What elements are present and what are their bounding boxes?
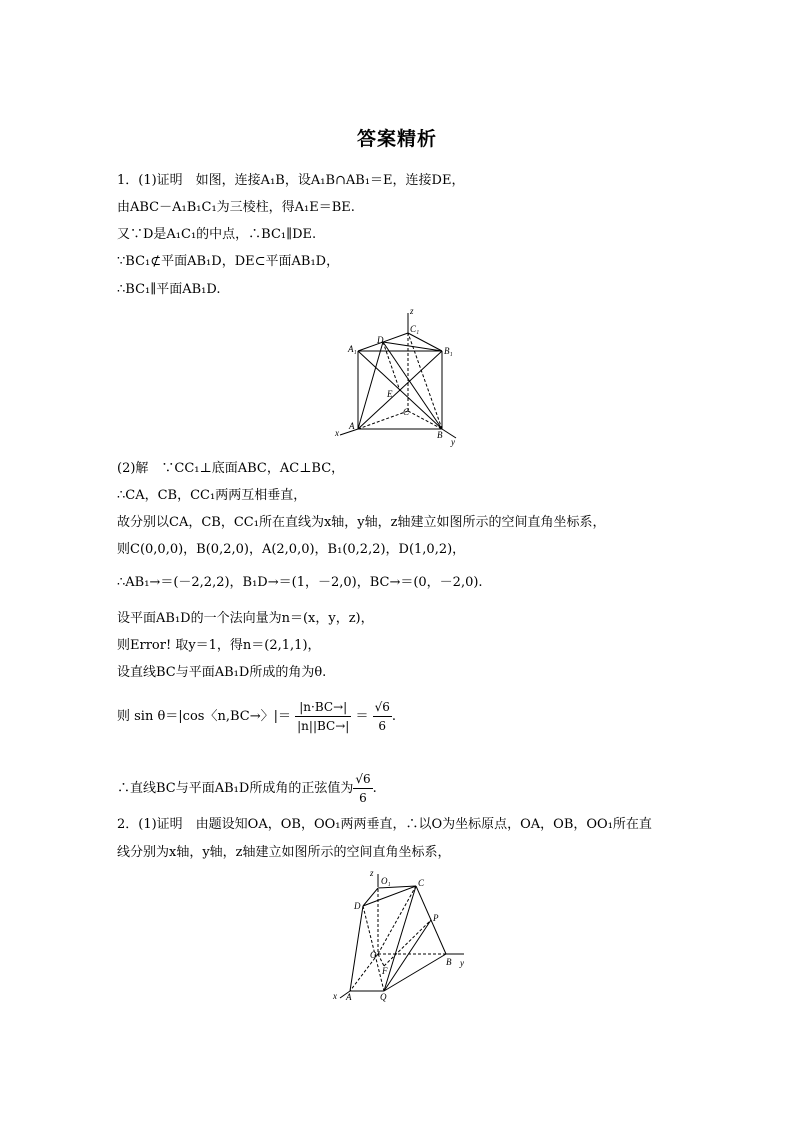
fig2-label-x: x xyxy=(333,991,337,1001)
sine-formula-line xyxy=(117,698,396,735)
sine-result-denominator: 6 xyxy=(378,719,387,733)
sine-formula-lhs: 则 sin θ＝|cos〈n,BC→〉|＝ xyxy=(117,709,291,724)
fig2-label-D: D xyxy=(354,901,361,911)
conclusion-text: ∴直线BC与平面AB₁D所成角的正弦值为 xyxy=(117,781,354,796)
fig1-edge-AC xyxy=(358,411,408,429)
sine-result-numerator: √6 xyxy=(373,698,392,717)
sine-formula-denominator: |n||BC→| xyxy=(297,719,350,733)
fig1-label-z: z xyxy=(410,306,414,316)
fig1-label-y: y xyxy=(451,437,455,447)
fig1-label-A1: A₁ xyxy=(348,344,357,354)
fig2-label-C: C xyxy=(418,878,425,888)
fig1-label-D: D xyxy=(377,335,384,345)
sine-formula-period: . xyxy=(391,709,397,724)
fig1-label-C: C xyxy=(403,407,410,417)
text-line-1: 1．(1)证明 如图，连接A₁B，设A₁B∩AB₁＝E，连接DE， xyxy=(117,173,465,188)
text-line-7: ∴CA，CB，CC₁两两互相垂直， xyxy=(117,488,307,503)
prism-figure xyxy=(330,305,470,447)
conclusion-fraction xyxy=(353,770,372,807)
sine-formula-equals: ＝ xyxy=(355,709,369,724)
page-title: 答案精析 xyxy=(356,128,437,150)
sine-formula-fraction xyxy=(295,698,351,735)
text-line-9: 则C(0,0,0)，B(0,2,0)，A(2,0,0)，B₁(0,2,2)，D(1,0,2)， xyxy=(117,542,466,557)
fig2-line-OF xyxy=(378,954,384,966)
fig2-label-z: z xyxy=(370,868,374,878)
text-line-16: 2．(1)证明 由题设知OA，OB，OO₁两两垂直，∴以O为坐标原点，OA，OB，OO₁所在直 xyxy=(117,817,652,832)
fig1-label-B: B xyxy=(437,430,443,440)
conclusion-line xyxy=(117,770,377,807)
sine-formula-result xyxy=(373,698,392,735)
fig2-label-Q: Q xyxy=(380,992,387,1002)
text-line-13: 设直线BC与平面AB₁D所成的角为θ. xyxy=(117,665,327,680)
text-line-17: 线分别为x轴，y轴，z轴建立如图所示的空间直角坐标系， xyxy=(117,845,451,860)
text-line-8: 故分别以CA，CB，CC₁所在直线为x轴，y轴，z轴建立如图所示的空间直角坐标系， xyxy=(117,515,606,530)
fig2-label-O: O xyxy=(370,950,377,960)
text-line-3: 又∵D是A₁C₁的中点，∴BC₁∥DE. xyxy=(117,227,317,242)
fig2-label-O1: O₁ xyxy=(381,876,391,886)
fig2-label-y: y xyxy=(460,958,464,968)
fig2-label-F: F xyxy=(382,966,388,976)
fig2-label-P: P xyxy=(433,913,439,923)
fig1-label-A: A xyxy=(349,421,355,431)
text-line-12: 则Error! 取y＝1，得n＝(2,1,1)， xyxy=(117,638,321,653)
conclusion-numerator: √6 xyxy=(353,770,372,789)
conclusion-period: . xyxy=(372,781,377,796)
fig1-label-C1: C₁ xyxy=(410,324,420,334)
text-line-4: ∵BC₁⊄平面AB₁D，DE⊂平面AB₁D， xyxy=(117,254,340,269)
fig1-line-DB xyxy=(383,342,442,429)
fig1-label-E: E xyxy=(387,389,393,399)
fig2-line-FP xyxy=(384,920,431,966)
fig2-label-A: A xyxy=(346,992,352,1002)
fig1-label-B1: B₁ xyxy=(444,346,453,356)
fig2-edge-DA xyxy=(350,906,363,991)
text-line-6: (2)解 ∵CC₁⊥底面ABC，AC⊥BC， xyxy=(117,461,345,476)
text-line-5: ∴BC₁∥平面AB₁D. xyxy=(117,282,221,297)
fig1-line-BC1 xyxy=(408,333,442,429)
fig1-label-x: x xyxy=(335,428,339,438)
text-line-11: 设平面AB₁D的一个法向量为n＝(x，y，z)， xyxy=(117,611,374,626)
coordinate-figure-2 xyxy=(328,866,478,1006)
sine-formula-numerator: |n·BC→| xyxy=(295,698,351,717)
text-line-2: 由ABC－A₁B₁C₁为三棱柱，得A₁E＝BE. xyxy=(117,200,355,215)
text-line-10: ∴AB₁→＝(－2,2,2)，B₁D→＝(1，－2,0)，BC→＝(0，－2,0). xyxy=(117,575,483,590)
fig2-label-B: B xyxy=(446,957,452,967)
conclusion-denominator: 6 xyxy=(359,791,367,805)
fig2-line-OC xyxy=(378,886,416,954)
fig1-line-DE xyxy=(383,342,400,391)
